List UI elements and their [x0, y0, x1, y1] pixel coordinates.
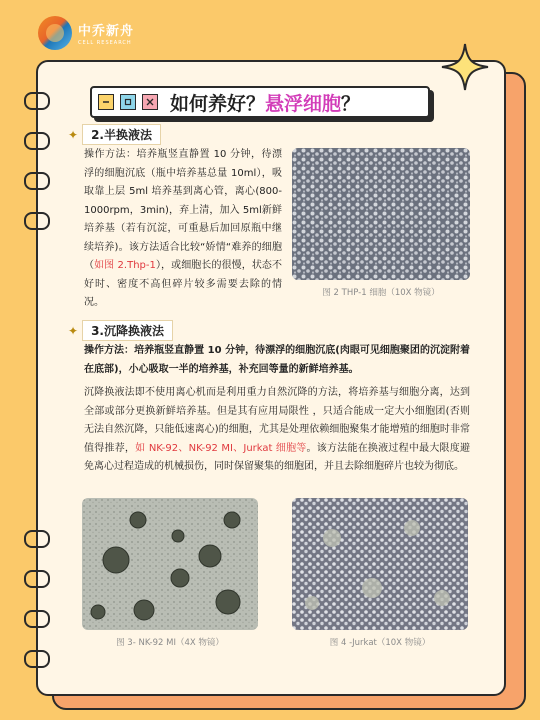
section-2-text-b: ），或细胞长的很慢，状态不好时、密度不高但碎片较多需要去除的情况。	[84, 260, 283, 308]
section-3-title: 3.沉降换液法	[82, 320, 173, 341]
logo-mark-icon	[38, 16, 72, 50]
binder-ring	[24, 212, 50, 230]
binder-ring	[24, 92, 50, 110]
logo-name-cn: 中乔新舟	[78, 24, 135, 39]
sparkle-icon: ✦	[68, 323, 79, 338]
binder-ring	[24, 132, 50, 150]
binder-ring	[24, 172, 50, 190]
title-part-1: 如何养好？	[170, 92, 266, 115]
figure-3-caption: 图 3- NK-92 MI（4X 物镜）	[116, 638, 224, 648]
close-icon	[142, 94, 158, 110]
brand-logo	[38, 16, 134, 50]
thp1-cell-photo	[292, 148, 470, 280]
maximize-icon	[120, 94, 136, 110]
nk92mi-cell-photo	[82, 498, 258, 630]
figure-4-caption: 图 4 -Jurkat（10X 物镜）	[329, 638, 431, 648]
section-3-text-a: 沉降换液法即不使用离心机而是利用重力自然沉降的方法，将培养基与细胞分离，达到全部或部分更换新鲜培养基。但是其有应用局限性 ，只适合能成一定大小细胞团(否则无法自然沉降，只能低速离心)的细胞，尤其是处理依赖细胞聚集才能增殖的细胞时非常值得推荐，	[84, 387, 470, 454]
section-2-title: 2.半换液法	[82, 124, 161, 145]
binder-ring	[24, 570, 50, 588]
sparkle-icon: ✦	[68, 127, 79, 142]
figure-reference-link: 如图 2.Thp-1	[94, 260, 156, 271]
title-highlight: 悬浮细胞	[265, 92, 342, 115]
binder-ring	[24, 610, 50, 628]
section-3-heading	[68, 320, 173, 341]
sparkle-star-icon	[440, 42, 490, 92]
figure-2-caption: 图 2 THP-1 细胞（10X 物镜）	[322, 288, 440, 298]
section-2-text-a: 操作方法：培养瓶竖直静置 10 分钟，待漂浮的细胞沉底（瓶中培养基总量 10ml），吸取靠上层 5ml 培养基到离心管，离心(800-1000rpm，3min)，弃上清，加入 5ml新鲜培养基（若有沉淀，可重悬后加回原瓶中继续培养)。该方法适合比较“娇情“难养的细胞（	[84, 149, 282, 271]
section-3-text-b: 。该方法能在换液过程中最大限度避免离心过程造成的机械损伤，同时保留聚集的细胞团，并且去除细胞碎片也较为彻底。	[84, 442, 471, 472]
cell-examples-link: 如 NK-92、NK-92 MI、Jurkat 细胞等	[135, 442, 307, 454]
title-part-3: ？	[341, 92, 361, 115]
section-2-heading	[68, 124, 161, 145]
binder-ring	[24, 530, 50, 548]
section-3-procedure: 操作方法：培养瓶竖直静置 10 分钟，待漂浮的细胞沉底(肉眼可见细胞聚团的沉淀附着在底部)，小心吸取一半的培养基，补充回等量的新鲜培养基。	[84, 345, 470, 375]
section-3-body	[84, 384, 470, 477]
page-title	[170, 89, 360, 116]
logo-name-en: CELL RESEARCH	[78, 40, 132, 46]
title-window-bar	[90, 86, 430, 118]
minimize-icon	[98, 94, 114, 110]
binder-ring	[24, 650, 50, 668]
jurkat-cell-photo	[292, 498, 468, 630]
section-2-body	[84, 146, 282, 313]
